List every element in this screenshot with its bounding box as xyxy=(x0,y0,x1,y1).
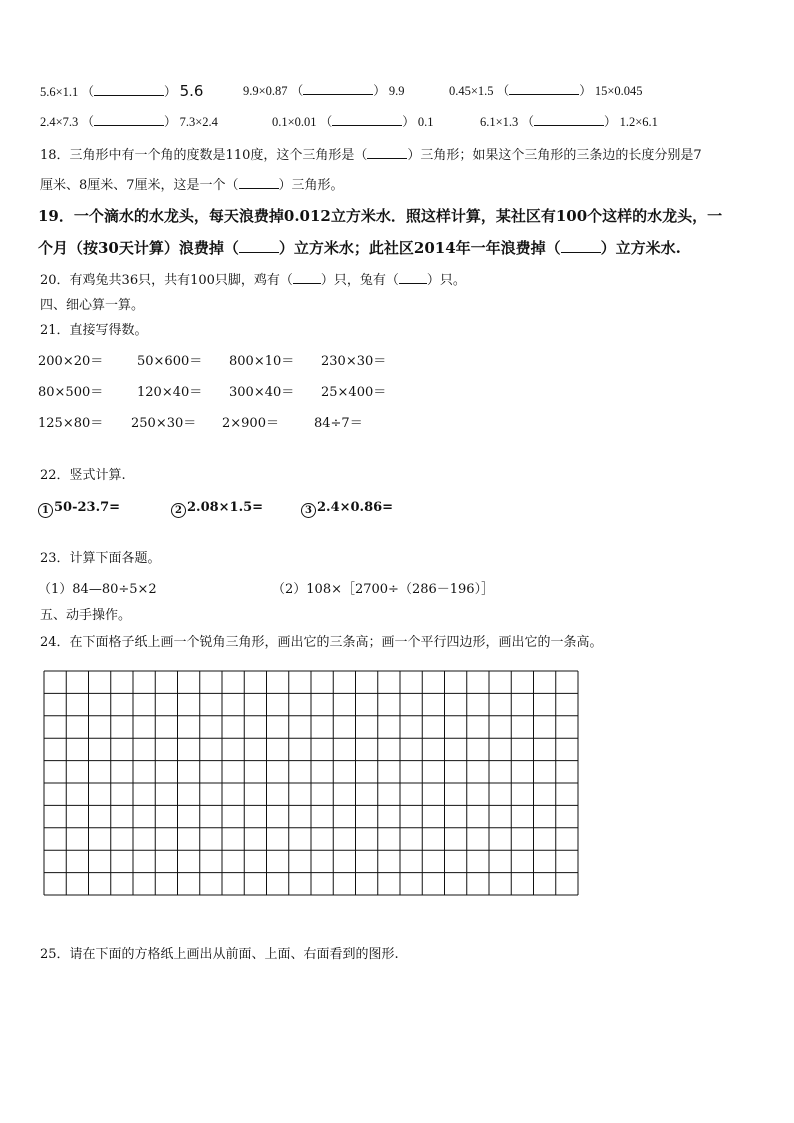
answer-blank[interactable] xyxy=(561,240,601,253)
answer-blank[interactable] xyxy=(239,176,279,189)
answer-blank[interactable] xyxy=(94,113,164,126)
compare-rhs: 15×0.045 xyxy=(594,84,643,98)
question-19-line-2: 个月（按30天计算）浪费掉（ ）立方米水；此社区2014年一年浪费掉（ ）立方米水. xyxy=(38,239,681,257)
compare-item: 0.45×1.5 （ ） 15×0.045 xyxy=(449,84,643,98)
vertical-calc-item: 3 2.4×0.86= xyxy=(301,499,393,518)
answer-blank[interactable] xyxy=(239,240,279,253)
circled-number: 1 xyxy=(38,503,53,518)
answer-blank[interactable] xyxy=(94,83,164,96)
compare-expr: 6.1×1.3 xyxy=(480,115,519,129)
calc-item: 800×10＝ xyxy=(229,354,295,369)
calc-item: 120×40＝ xyxy=(137,385,203,400)
question-22-title: 22．竖式计算. xyxy=(40,468,126,483)
calc-item: 200×20＝ xyxy=(38,354,104,369)
question-25-title: 25．请在下面的方格纸上画出从前面、上面、右面看到的图形. xyxy=(40,947,399,962)
calc-item: 84÷7＝ xyxy=(314,416,363,431)
compare-rhs: 1.2×6.1 xyxy=(619,115,658,129)
circled-number: 3 xyxy=(301,503,316,518)
question-18-line-1: 18．三角形中有一个角的度数是110度，这个三角形是（ ）三角形；如果这个三角形的三条边的长度分别是7 xyxy=(40,148,702,163)
compare-expr: 9.9×0.87 xyxy=(243,84,288,98)
answer-blank[interactable] xyxy=(399,271,427,284)
question-23-item-2: （2）108×［2700÷（286－196）］ xyxy=(272,582,495,597)
compare-rhs: 9.9 xyxy=(388,84,405,98)
calc-item: 125×80＝ xyxy=(38,416,104,431)
calc-item: 2×900＝ xyxy=(222,416,279,431)
circled-number: 2 xyxy=(171,503,186,518)
question-24-title: 24．在下面格子纸上画一个锐角三角形，画出它的三条高；画一个平行四边形，画出它的一条高。 xyxy=(40,635,603,650)
question-20: 20．有鸡兔共36只，共有100只脚，鸡有（ ）只，兔有（ ）只。 xyxy=(40,273,466,288)
question-18-line-2: 厘米、8厘米、7厘米，这是一个（ ）三角形。 xyxy=(40,178,344,193)
answer-blank[interactable] xyxy=(509,82,579,95)
compare-item: 9.9×0.87 （ ） 9.9 xyxy=(243,84,405,98)
compare-rhs: 7.3×2.4 xyxy=(179,115,218,129)
compare-rhs: 0.1 xyxy=(417,115,434,129)
answer-blank[interactable] xyxy=(303,82,373,95)
calc-item: 250×30＝ xyxy=(131,416,197,431)
compare-expr: 0.45×1.5 xyxy=(449,84,494,98)
question-23-title: 23．计算下面各题。 xyxy=(40,551,161,566)
vertical-calc-item: 1 50-23.7= xyxy=(38,499,120,518)
compare-item: 6.1×1.3 （ ） 1.2×6.1 xyxy=(480,115,658,129)
answer-blank[interactable] xyxy=(367,146,407,159)
compare-expr: 2.4×7.3 xyxy=(40,115,79,129)
section-4-heading: 四、细心算一算。 xyxy=(40,298,145,313)
compare-item: 2.4×7.3 （ ） 7.3×2.4 xyxy=(40,115,218,129)
compare-expr: 5.6×1.1 xyxy=(40,85,79,99)
compare-rhs: 5.6 xyxy=(179,82,204,100)
calc-item: 50×600＝ xyxy=(137,354,203,369)
compare-item: 5.6×1.1 （ ） 5.6 xyxy=(40,82,204,100)
section-5-heading: 五、动手操作。 xyxy=(40,608,132,623)
vertical-calc-item: 2 2.08×1.5= xyxy=(171,499,263,518)
question-23-item-1: （1）84—80÷5×2 xyxy=(38,582,157,597)
answer-blank[interactable] xyxy=(293,271,321,284)
answer-blank[interactable] xyxy=(534,113,604,126)
calc-item: 25×400＝ xyxy=(321,385,387,400)
question-21-title: 21．直接写得数。 xyxy=(40,323,148,338)
grid-paper[interactable] xyxy=(43,670,579,896)
answer-blank[interactable] xyxy=(332,113,402,126)
calc-item: 300×40＝ xyxy=(229,385,295,400)
calc-item: 230×30＝ xyxy=(321,354,387,369)
question-19-line-1: 19．一个滴水的水龙头，每天浪费掉0.012立方米水．照这样计算，某社区有100个这样的水龙头，一 xyxy=(38,207,723,225)
compare-expr: 0.1×0.01 xyxy=(272,115,317,129)
calc-item: 80×500＝ xyxy=(38,385,104,400)
compare-item: 0.1×0.01 （ ） 0.1 xyxy=(272,115,434,129)
